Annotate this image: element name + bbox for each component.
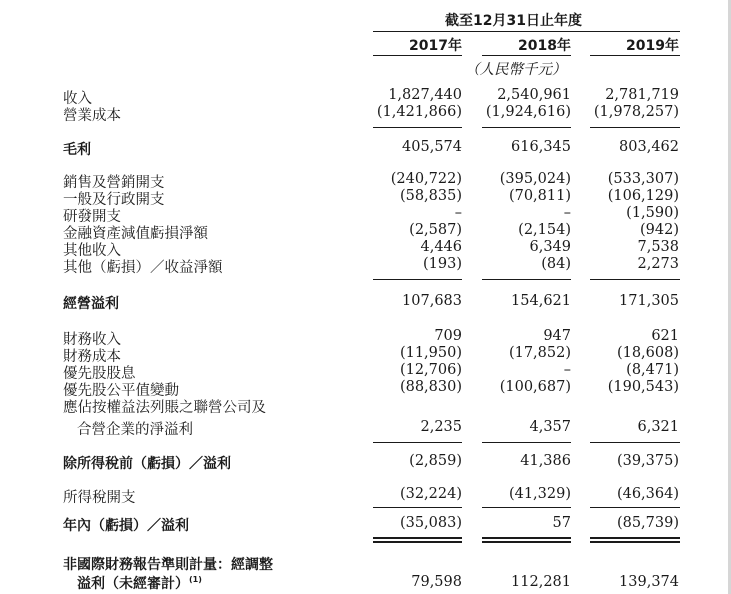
other-gains-2018: (84) xyxy=(541,256,571,272)
double-rule-top-2017 xyxy=(373,537,462,539)
year-2017-rule xyxy=(373,55,462,56)
share-of-profit-2019: 6,321 xyxy=(637,419,679,435)
operating-profit-label: 經營溢利 xyxy=(63,296,119,312)
double-rule-bottom-2019 xyxy=(590,541,680,543)
cost-of-revenue-2019: (1,978,257) xyxy=(593,104,679,120)
revenue-2019: 2,781,719 xyxy=(605,87,679,103)
pref-dividend-2019: (8,471) xyxy=(626,362,679,378)
period-header: 截至12月31日止年度 xyxy=(445,13,582,29)
gross-profit-2018: 616,345 xyxy=(511,139,571,155)
admin-expenses-2019: (106,129) xyxy=(607,188,679,204)
share-of-profit-label-line1: 應佔按權益法列賬之聯營公司及 xyxy=(63,400,266,416)
footnote-marker: (1) xyxy=(189,575,202,584)
finance-income-2018: 947 xyxy=(543,328,571,344)
revenue-2018: 2,540,961 xyxy=(497,87,571,103)
admin-expenses-2017: (58,835) xyxy=(399,188,462,204)
pref-fv-change-label: 優先股公平值變動 xyxy=(63,383,179,399)
pre-tax-2019: (39,375) xyxy=(616,453,679,469)
rule-after-tax-2017 xyxy=(373,507,462,508)
finance-income-label: 財務收入 xyxy=(63,332,121,348)
net-profit-2019: (85,739) xyxy=(616,515,679,531)
pref-fv-change-2019: (190,543) xyxy=(607,379,679,395)
year-2018-header: 2018年 xyxy=(518,38,571,54)
non-ifrs-2018: 112,281 xyxy=(511,574,571,590)
double-rule-bottom-2017 xyxy=(373,541,462,543)
pref-dividend-2018: – xyxy=(563,362,571,378)
net-profit-2017: (35,083) xyxy=(399,515,462,531)
other-income-2017: 4,446 xyxy=(420,239,462,255)
double-rule-top-2018 xyxy=(482,537,571,539)
income-tax-label: 所得稅開支 xyxy=(63,490,136,506)
rule-after-other-2019 xyxy=(590,279,680,280)
rule-after-other-2018 xyxy=(482,279,571,280)
rule-after-cost-2018 xyxy=(482,127,571,128)
pre-tax-2017: (2,859) xyxy=(409,453,462,469)
selling-expenses-2018: (395,024) xyxy=(499,171,571,187)
unit-label: （人民幣千元） xyxy=(465,62,567,78)
finance-cost-label: 財務成本 xyxy=(63,349,121,365)
other-gains-label: 其他（虧損）／收益淨額 xyxy=(63,260,223,276)
rule-after-other-2017 xyxy=(373,279,462,280)
selling-expenses-label: 銷售及營銷開支 xyxy=(63,175,165,191)
cost-of-revenue-2018: (1,924,616) xyxy=(485,104,571,120)
selling-expenses-2019: (533,307) xyxy=(607,171,679,187)
cost-of-revenue-2017: (1,421,866) xyxy=(376,104,462,120)
pref-fv-change-2017: (88,830) xyxy=(399,379,462,395)
non-ifrs-label-line2: 溢利（未經審計）$^{(1)}$ xyxy=(77,575,202,592)
share-of-profit-label-line2: 合營企業的淨溢利 xyxy=(77,422,193,438)
finance-income-2017: 709 xyxy=(434,328,462,344)
rule-after-cost-2017 xyxy=(373,127,462,128)
finance-income-2019: 621 xyxy=(651,328,679,344)
impairment-label: 金融資產減值虧損淨額 xyxy=(63,226,208,242)
header-rule xyxy=(373,31,680,32)
net-profit-label: 年內（虧損）／溢利 xyxy=(63,518,189,534)
pre-tax-label: 除所得稅前（虧損）／溢利 xyxy=(63,456,231,472)
revenue-2017: 1,827,440 xyxy=(388,87,462,103)
operating-profit-2018: 154,621 xyxy=(511,293,571,309)
operating-profit-2019: 171,305 xyxy=(619,293,679,309)
pre-tax-2018: 41,386 xyxy=(520,453,571,469)
rnd-expenses-2017: – xyxy=(454,205,462,221)
other-gains-2017: (193) xyxy=(423,256,462,272)
pref-dividend-label: 優先股股息 xyxy=(63,366,136,382)
gross-profit-label: 毛利 xyxy=(63,142,91,158)
non-ifrs-2017: 79,598 xyxy=(411,574,462,590)
admin-expenses-label: 一般及行政開支 xyxy=(63,192,165,208)
revenue-label: 收入 xyxy=(63,91,92,107)
other-gains-2019: 2,273 xyxy=(637,256,679,272)
income-tax-2018: (41,329) xyxy=(508,486,571,502)
impairment-2017: (2,587) xyxy=(409,222,462,238)
cost-of-revenue-label: 營業成本 xyxy=(63,108,121,124)
rule-after-tax-2019 xyxy=(590,507,680,508)
gross-profit-2017: 405,574 xyxy=(402,139,462,155)
selling-expenses-2017: (240,722) xyxy=(390,171,462,187)
finance-cost-2019: (18,608) xyxy=(616,345,679,361)
impairment-2019: (942) xyxy=(640,222,679,238)
pref-dividend-2017: (12,706) xyxy=(399,362,462,378)
share-of-profit-2018: 4,357 xyxy=(529,419,571,435)
rnd-expenses-label: 研發開支 xyxy=(63,209,121,225)
income-tax-2019: (46,364) xyxy=(616,486,679,502)
year-2017-header: 2017年 xyxy=(409,38,462,54)
year-2019-rule xyxy=(590,55,680,56)
net-profit-2018: 57 xyxy=(552,515,571,531)
admin-expenses-2018: (70,811) xyxy=(508,188,571,204)
rule-after-tax-2018 xyxy=(482,507,571,508)
non-ifrs-2019: 139,374 xyxy=(619,574,679,590)
double-rule-bottom-2018 xyxy=(482,541,571,543)
year-2019-header: 2019年 xyxy=(626,38,679,54)
impairment-2018: (2,154) xyxy=(518,222,571,238)
rule-after-share-2019 xyxy=(590,442,680,443)
rnd-expenses-2018: – xyxy=(563,205,571,221)
gross-profit-2019: 803,462 xyxy=(619,139,679,155)
double-rule-top-2019 xyxy=(590,537,680,539)
other-income-2019: 7,538 xyxy=(637,239,679,255)
other-income-label: 其他收入 xyxy=(63,243,121,259)
pref-fv-change-2018: (100,687) xyxy=(499,379,571,395)
rule-after-share-2018 xyxy=(482,442,571,443)
operating-profit-2017: 107,683 xyxy=(402,293,462,309)
rule-after-share-2017 xyxy=(373,442,462,443)
non-ifrs-label-line1: 非國際財務報告準則計量：經調整 xyxy=(63,557,273,573)
finance-cost-2017: (11,950) xyxy=(399,345,462,361)
year-2018-rule xyxy=(482,55,571,56)
rule-after-cost-2019 xyxy=(590,127,680,128)
other-income-2018: 6,349 xyxy=(529,239,571,255)
rnd-expenses-2019: (1,590) xyxy=(626,205,679,221)
income-tax-2017: (32,224) xyxy=(399,486,462,502)
share-of-profit-2017: 2,235 xyxy=(420,419,462,435)
finance-cost-2018: (17,852) xyxy=(508,345,571,361)
